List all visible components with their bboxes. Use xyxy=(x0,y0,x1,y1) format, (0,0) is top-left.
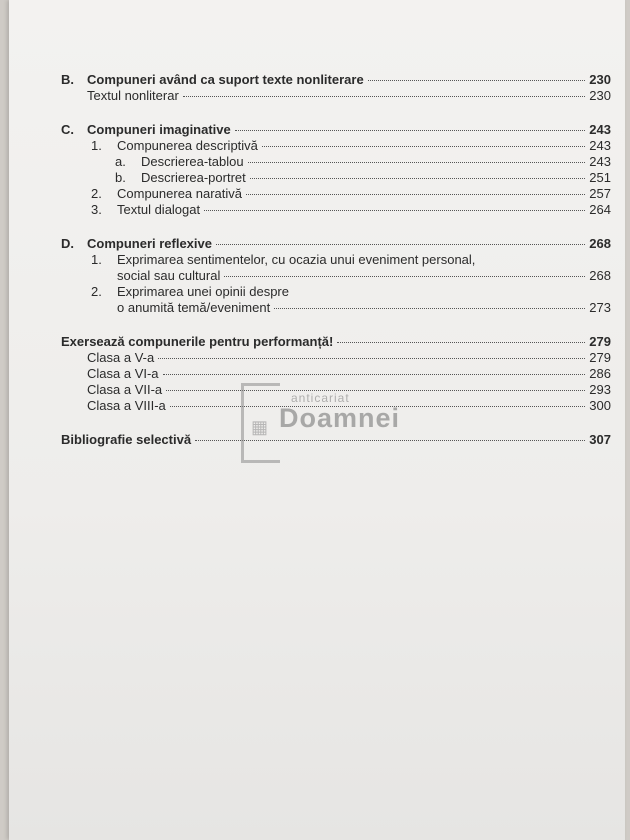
dot-leader xyxy=(246,194,585,195)
toc-section-d[interactable] xyxy=(61,236,611,252)
page-number: 307 xyxy=(589,432,611,447)
toc-entry[interactable] xyxy=(61,268,611,284)
page-number: 243 xyxy=(589,122,611,137)
entry-label: Clasa a V-a xyxy=(87,350,155,365)
dot-leader xyxy=(368,80,585,81)
page-number: 286 xyxy=(589,366,611,381)
entry-number: b. xyxy=(115,170,126,185)
entry-number: 1. xyxy=(91,252,102,267)
dot-leader xyxy=(216,244,585,245)
page-number: 264 xyxy=(589,202,611,217)
dot-leader xyxy=(163,374,585,375)
page-number: 293 xyxy=(589,382,611,397)
dot-leader xyxy=(158,358,585,359)
dot-leader xyxy=(274,308,585,309)
entry-label: Clasa a VII-a xyxy=(87,382,163,397)
entry-label: Compunerea descriptivă xyxy=(117,138,258,153)
toc-entry[interactable] xyxy=(61,186,611,202)
toc-section-c[interactable] xyxy=(61,122,611,138)
page-number: 243 xyxy=(589,154,611,169)
entry-label: Clasa a VI-a xyxy=(87,366,159,381)
entry-label-line1: Exprimarea unei opinii despre xyxy=(117,284,289,299)
section-title: Compuneri reflexive xyxy=(87,236,212,251)
watermark-logo xyxy=(241,383,409,459)
page-number: 230 xyxy=(589,88,611,103)
entry-label-line1: Exprimarea sentimentelor, cu ocazia unui eveniment personal, xyxy=(117,252,476,267)
entry-label: Descrierea-tablou xyxy=(141,154,244,169)
entry-label: Textul nonliterar xyxy=(87,88,179,103)
toc-entry[interactable] xyxy=(61,88,611,104)
page-number: 273 xyxy=(589,300,611,315)
dot-leader xyxy=(183,96,585,97)
section-letter: B. xyxy=(61,72,74,87)
dot-leader xyxy=(337,342,585,343)
toc-section-b[interactable] xyxy=(61,72,611,88)
watermark-top-text: anticariat xyxy=(291,391,350,405)
dot-leader xyxy=(204,210,585,211)
entry-number: a. xyxy=(115,154,126,169)
toc-entry[interactable] xyxy=(61,202,611,218)
dot-leader xyxy=(262,146,585,147)
section-letter: D. xyxy=(61,236,74,251)
toc-entry[interactable] xyxy=(61,350,611,366)
dot-leader xyxy=(235,130,585,131)
watermark-main-text: Doamnei xyxy=(279,403,401,433)
page-number: 279 xyxy=(589,350,611,365)
toc-entry[interactable] xyxy=(61,170,611,186)
page-number: 243 xyxy=(589,138,611,153)
entry-label: Compunerea narativă xyxy=(117,186,243,201)
page-number: 251 xyxy=(589,170,611,185)
entry-label: Clasa a VIII-a xyxy=(87,398,166,413)
section-title: Exersează compunerile pentru performanță! xyxy=(61,334,334,349)
section-title: Compuneri imaginative xyxy=(87,122,231,137)
toc-entry[interactable] xyxy=(61,366,611,382)
toc-entry[interactable] xyxy=(61,300,611,316)
section-title: Bibliografie selectivă xyxy=(61,432,192,447)
entry-number: 3. xyxy=(91,202,102,217)
dot-leader xyxy=(250,178,585,179)
page-number: 279 xyxy=(589,334,611,349)
books-icon: ▦ xyxy=(251,417,269,437)
entry-label: Descrierea-portret xyxy=(141,170,246,185)
page-number: 300 xyxy=(589,398,611,413)
page-number: 268 xyxy=(589,268,611,283)
entry-number: 1. xyxy=(91,138,102,153)
section-letter: C. xyxy=(61,122,74,137)
section-title: Compuneri având ca suport texte nonliterare xyxy=(87,72,364,87)
page-number: 268 xyxy=(589,236,611,251)
entry-label-line2: o anumită temă/eveniment xyxy=(117,300,271,315)
page-number: 230 xyxy=(589,72,611,87)
toc-entry[interactable] xyxy=(61,154,611,170)
entry-label: Textul dialogat xyxy=(117,202,201,217)
entry-number: 2. xyxy=(91,186,102,201)
entry-label-line2: social sau cultural xyxy=(117,268,221,283)
toc-entry[interactable] xyxy=(61,138,611,154)
toc-section-exercises[interactable] xyxy=(61,334,611,350)
toc-entry-line xyxy=(61,284,611,300)
dot-leader xyxy=(248,162,585,163)
page-number: 257 xyxy=(589,186,611,201)
toc-entry-line xyxy=(61,252,611,268)
entry-number: 2. xyxy=(91,284,102,299)
dot-leader xyxy=(224,276,585,277)
book-page xyxy=(9,0,625,840)
